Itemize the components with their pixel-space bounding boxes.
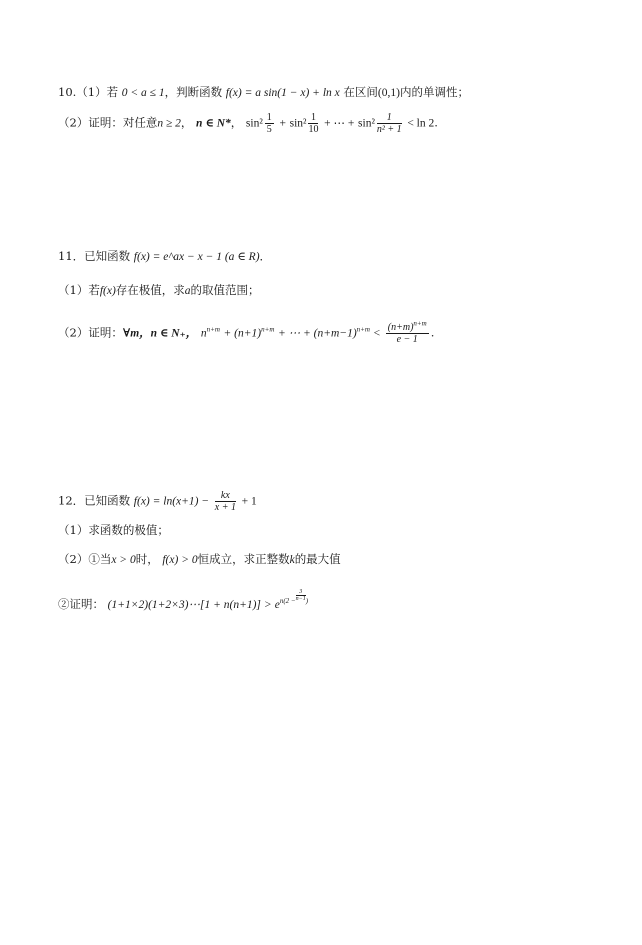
question-12-stem: 12．已知函数 f(x) = ln(x+1) − $\frac{kx}{x + 1}$ + 1 <box>58 490 257 513</box>
function-expression: f(x) = a sin(1 − x) + ln x <box>225 87 340 99</box>
fraction: $\frac{3}{n-1}$ <box>295 589 306 602</box>
question-number: 11． <box>58 249 85 263</box>
question-12-part-2: （2）①当x > 0时， f(x) > 0恒成立，求正整数k的最大值 <box>58 552 341 566</box>
interval: (0,1) <box>377 87 400 99</box>
condition: 0 < a ≤ 1 <box>121 87 165 99</box>
question-11-part-2: （2）证明：∀m，n ∈ N₊， $n^{n+m} + (n+1)^{n+m}$ + ⋯ + $(n+m-1)^{n+m}$ < $\frac{(n+m)^{n+m}}{e - 1}$ . <box>58 319 435 345</box>
question-12-part-1: （1）求函数的极值； <box>58 523 169 537</box>
fraction: $\frac{kx}{x + 1}$ <box>214 490 236 513</box>
function-expression: f(x) = e^ax − x − 1 (a ∈ R) <box>133 251 260 263</box>
question-number: 12． <box>58 493 85 508</box>
fraction: $\frac{(n+m)^{n+m}}{e - 1}$ <box>387 319 427 345</box>
fraction: $\frac{1}{10}$ <box>308 112 319 135</box>
question-11-part-1: （1）若f(x)存在极值，求a的取值范围； <box>58 283 260 297</box>
question-12-part-3: ②证明： (1+1×2)(1+2×3)⋯[1 + $n(n+1)] > e^{n(2 - \frac{3}{n-1} )}$ <box>58 589 309 612</box>
question-number: 10. <box>58 85 77 99</box>
question-11-stem: 11．已知函数 f(x) = e^ax − x − 1 (a ∈ R)． <box>58 249 272 263</box>
fraction: $\frac{1}{5}$ <box>266 112 272 135</box>
question-10-part-1: 10.（1）若 0 < a ≤ 1，判断函数 f(x) = a sin(1 − x) + ln x 在区间(0,1)内的单调性； <box>58 85 469 99</box>
question-10-part-2: （2）证明：对任意n ≥ 2， n ∈ N*， sin² $\frac{1}{5}$ + sin² $\frac{1}{10}$ + ⋯ + sin² $\frac{1}{\text{n² + 1}}$ < ln 2. <box>58 112 438 135</box>
fraction: $\frac{1}{\text{n² + 1}}$ <box>376 112 402 135</box>
